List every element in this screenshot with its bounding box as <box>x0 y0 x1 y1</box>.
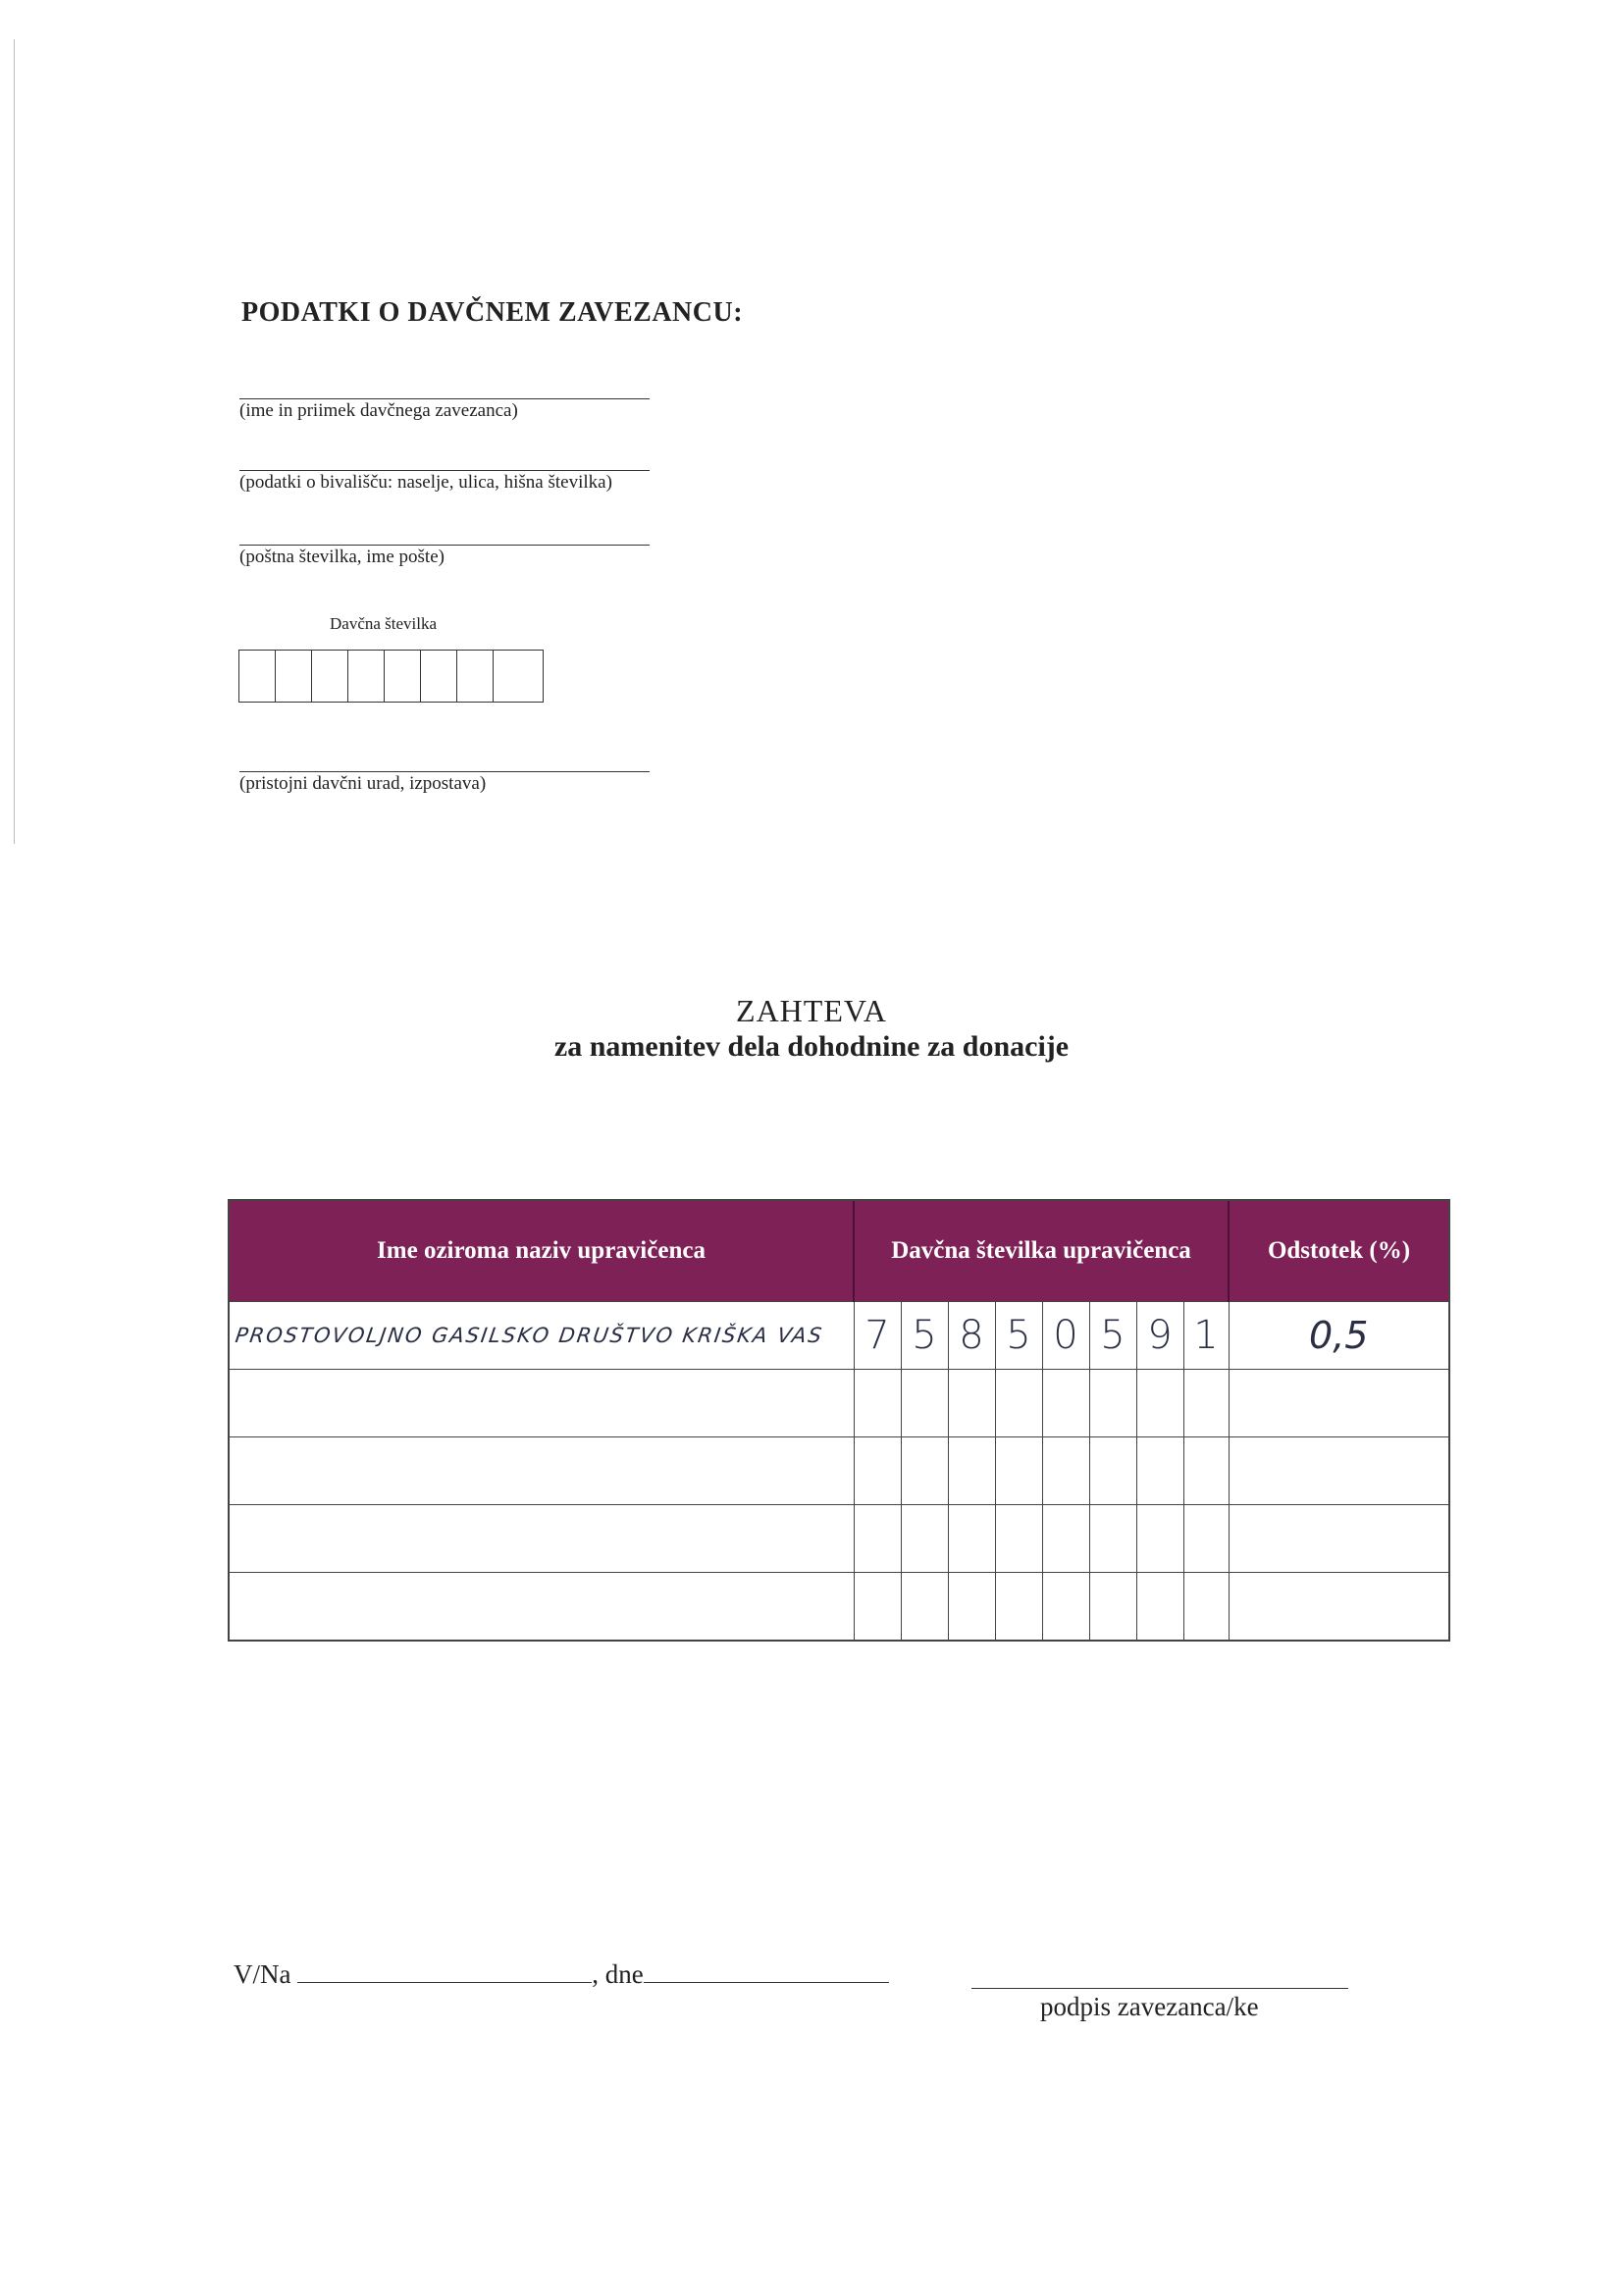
header-beneficiary-tax-number: Davčna številka upravičenca <box>854 1201 1229 1302</box>
signature-caption: podpis zavezanca/ke <box>1040 1992 1259 2021</box>
header-beneficiary-name: Ime oziroma naziv upravičenca <box>230 1201 854 1302</box>
percent-cell[interactable] <box>1229 1370 1448 1437</box>
tax-digit-cell[interactable] <box>1089 1370 1136 1437</box>
tax-digit-cell[interactable] <box>901 1505 948 1573</box>
taxpayer-post-caption: (poštna številka, ime pošte) <box>239 547 445 567</box>
tax-digit-cell[interactable] <box>1183 1573 1229 1641</box>
taxpayer-post-field[interactable] <box>239 545 650 568</box>
tax-digit-cell[interactable] <box>1136 1370 1183 1437</box>
tax-digit-cell[interactable] <box>995 1573 1042 1641</box>
tax-number-box[interactable] <box>494 651 543 702</box>
taxpayer-address-field[interactable] <box>239 470 650 494</box>
tax-digit-cell[interactable] <box>854 1505 901 1573</box>
tax-digit-cell[interactable]: 8 <box>948 1302 995 1370</box>
tax-number-box[interactable] <box>421 651 457 702</box>
tax-digit-cell[interactable] <box>995 1370 1042 1437</box>
tax-office-field[interactable] <box>239 771 650 795</box>
percent-cell[interactable]: 0,5 <box>1229 1302 1448 1370</box>
table-row <box>230 1370 1448 1437</box>
header-percent: Odstotek (%) <box>1229 1201 1448 1302</box>
tax-digit-cell[interactable] <box>948 1573 995 1641</box>
tax-digit-cell[interactable]: 5 <box>901 1302 948 1370</box>
tax-digit-cell[interactable]: 5 <box>1089 1302 1136 1370</box>
tax-digit-cell[interactable] <box>1183 1370 1229 1437</box>
place-label: V/Na <box>234 1959 291 1989</box>
tax-digit-cell[interactable]: 0 <box>1042 1302 1089 1370</box>
tax-digit-cell[interactable]: 9 <box>1136 1302 1183 1370</box>
tax-number-box[interactable] <box>312 651 348 702</box>
tax-digit-cell[interactable] <box>948 1370 995 1437</box>
tax-office-caption: (pristojni davčni urad, izpostava) <box>239 773 487 794</box>
tax-digit-cell[interactable] <box>1089 1437 1136 1505</box>
tax-digit-cell[interactable] <box>854 1437 901 1505</box>
tax-number-box[interactable] <box>457 651 494 702</box>
taxpayer-name-field[interactable] <box>239 398 650 422</box>
place-field[interactable] <box>297 1957 592 1983</box>
table-row <box>230 1437 1448 1505</box>
tax-digit-cell[interactable] <box>1136 1573 1183 1641</box>
tax-digit-cell[interactable] <box>901 1370 948 1437</box>
taxpayer-heading: PODATKI O DAVČNEM ZAVEZANCU: <box>241 297 744 328</box>
taxpayer-address-caption: (podatki o bivališču: naselje, ulica, hišna številka) <box>239 472 612 493</box>
place-date-line <box>234 1957 889 1990</box>
tax-number-box[interactable] <box>385 651 421 702</box>
tax-digit-cell[interactable] <box>1042 1573 1089 1641</box>
tax-digit-cell[interactable]: 1 <box>1183 1302 1229 1370</box>
tax-digit-cell[interactable] <box>1042 1437 1089 1505</box>
tax-digit-cell[interactable] <box>995 1437 1042 1505</box>
tax-digit-cell[interactable] <box>948 1437 995 1505</box>
percent-cell[interactable] <box>1229 1573 1448 1641</box>
beneficiary-name-handwritten: PROSTOVOLJNO GASILSKO DRUŠTVO KRIŠKA VAS <box>234 1324 825 1347</box>
date-field[interactable] <box>644 1957 889 1983</box>
tax-number-box[interactable] <box>239 651 276 702</box>
tax-digit-cell[interactable] <box>995 1505 1042 1573</box>
table-row <box>230 1302 1448 1370</box>
tax-number-box[interactable] <box>276 651 312 702</box>
beneficiary-name-cell[interactable] <box>230 1437 854 1505</box>
form-title: ZAHTEVA <box>736 993 887 1028</box>
tax-number-label: Davčna številka <box>330 614 438 633</box>
beneficiary-table <box>228 1199 1450 1642</box>
tax-digit-cell[interactable] <box>948 1505 995 1573</box>
tax-digit-cell[interactable] <box>1183 1437 1229 1505</box>
tax-digit-cell[interactable]: 7 <box>854 1302 901 1370</box>
beneficiary-name-cell[interactable] <box>230 1505 854 1573</box>
beneficiary-name-cell[interactable] <box>230 1302 854 1370</box>
tax-digit-cell[interactable] <box>1183 1505 1229 1573</box>
tax-digit-cell[interactable] <box>1089 1573 1136 1641</box>
tax-digit-cell[interactable] <box>1089 1505 1136 1573</box>
tax-digit-cell[interactable]: 5 <box>995 1302 1042 1370</box>
beneficiary-name-cell[interactable] <box>230 1370 854 1437</box>
table-header-row <box>230 1201 1448 1302</box>
tax-digit-cell[interactable] <box>1042 1370 1089 1437</box>
tax-digit-cell[interactable] <box>1042 1505 1089 1573</box>
tax-digit-cell[interactable] <box>854 1370 901 1437</box>
signature-field[interactable] <box>971 1988 1348 1989</box>
taxpayer-name-caption: (ime in priimek davčnega zavezanca) <box>239 400 518 421</box>
tax-digit-cell[interactable] <box>901 1573 948 1641</box>
form-subtitle: za namenitev dela dohodnine za donacije <box>553 1030 1070 1063</box>
percent-cell[interactable] <box>1229 1505 1448 1573</box>
percent-cell[interactable] <box>1229 1437 1448 1505</box>
table-row <box>230 1505 1448 1573</box>
date-label: , dne <box>592 1959 644 1989</box>
tax-digit-cell[interactable] <box>901 1437 948 1505</box>
beneficiary-name-cell[interactable] <box>230 1573 854 1641</box>
table-row <box>230 1573 1448 1641</box>
tax-digit-cell[interactable] <box>1136 1437 1183 1505</box>
page-edge-line <box>14 39 15 844</box>
tax-number-box[interactable] <box>348 651 385 702</box>
tax-digit-cell[interactable] <box>854 1573 901 1641</box>
tax-digit-cell[interactable] <box>1136 1505 1183 1573</box>
tax-number-boxes <box>238 650 544 703</box>
